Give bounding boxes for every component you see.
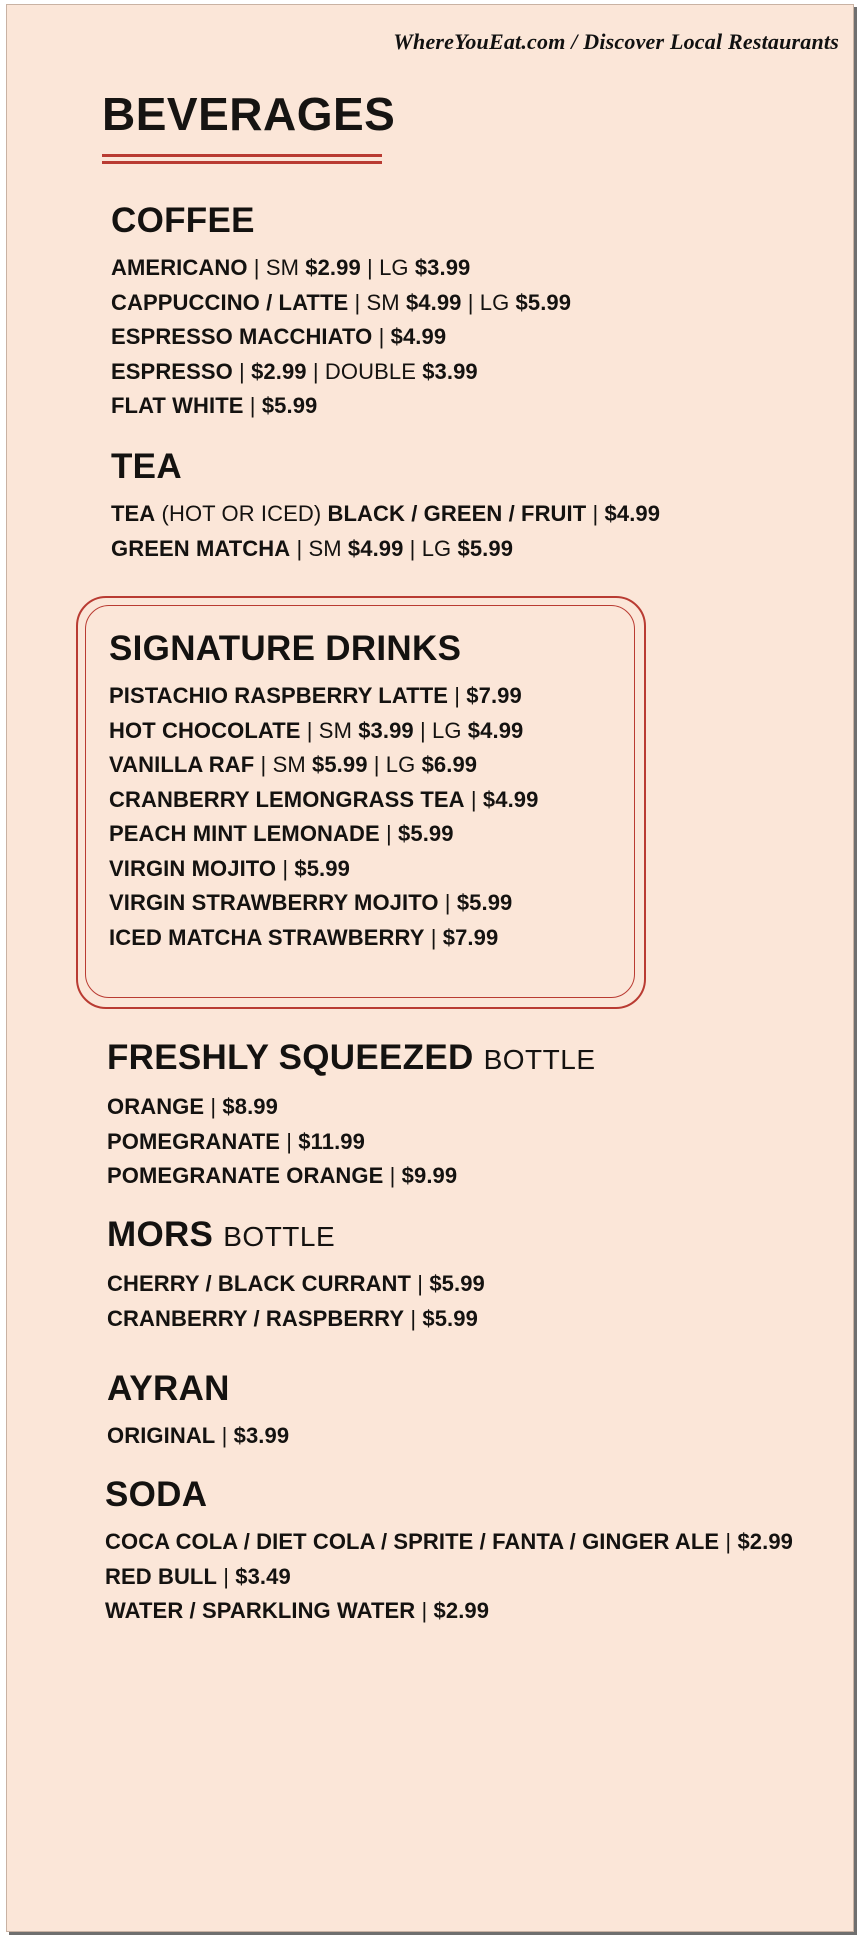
item-sep1: |: [217, 1563, 236, 1589]
section-title: COFFEE: [111, 201, 255, 240]
item-sep1: |: [438, 890, 457, 915]
item-sep1: |: [232, 358, 252, 384]
section-title: AYRAN: [107, 1369, 230, 1408]
item-sep1: |: [719, 1529, 738, 1554]
item-sep2: |: [586, 501, 605, 526]
item-p1: $7.99: [442, 924, 499, 950]
item-name: CHERRY / BLACK CURRANT: [107, 1271, 412, 1296]
item-sep2: |: [306, 358, 325, 384]
item-name: PEACH MINT LEMONADE: [109, 821, 380, 846]
menu-item: [111, 251, 571, 286]
item-name: RED BULL: [105, 1563, 218, 1589]
menu-item: [111, 320, 571, 355]
item-sz2: DOUBLE: [324, 358, 416, 384]
section-heading: [107, 1369, 289, 1409]
item-name: ORANGE: [107, 1094, 205, 1119]
item-sep1: |: [280, 1128, 299, 1154]
item-p1: $5.99: [429, 1271, 485, 1296]
menu-item: [109, 783, 538, 818]
item-p1: $3.99: [352, 717, 414, 743]
item-p1: $5.99: [261, 393, 318, 418]
item-name: POMEGRANATE ORANGE: [107, 1163, 384, 1188]
item-name: VANILLA RAF: [109, 752, 255, 777]
item-p1: $7.99: [466, 683, 522, 708]
item-sz2: LG: [379, 255, 409, 280]
item-name: VIRGIN MOJITO: [109, 855, 277, 881]
item-p2: $5.99: [509, 289, 572, 315]
menu-item: [105, 1560, 793, 1595]
item-sep2: |: [403, 535, 422, 561]
section-heading: [105, 1475, 793, 1515]
item-sz2: LG: [385, 752, 416, 777]
item-sep1: |: [204, 1094, 223, 1119]
item-p1: $8.99: [222, 1094, 278, 1119]
item-name: CAPPUCCINO / LATTE: [111, 289, 349, 315]
item-sz1: SM: [366, 289, 400, 315]
item-sep1: |: [415, 1598, 434, 1623]
menu-item: [111, 497, 660, 532]
item-name: FLAT WHITE: [111, 393, 244, 418]
item-p1: $11.99: [298, 1128, 365, 1154]
item-sep1: |: [300, 717, 319, 743]
menu-item: [111, 532, 660, 567]
item-p1: $2.99: [433, 1598, 490, 1623]
item-p2: $3.99: [415, 358, 478, 384]
item-name: VIRGIN STRAWBERRY MOJITO: [109, 890, 439, 915]
item-sz2: LG: [432, 717, 462, 743]
menu-item: [111, 389, 571, 424]
item-sep1: |: [247, 255, 266, 280]
section-heading: [107, 1215, 485, 1257]
item-name: COCA COLA / DIET COLA / SPRITE / FANTA / GINGER ALE: [105, 1529, 720, 1554]
section-heading: [107, 1038, 596, 1080]
menu-item: [109, 886, 538, 921]
section-heading: [109, 629, 538, 669]
page-title: BEVERAGES: [102, 88, 396, 140]
item-name: HOT CHOCOLATE: [109, 717, 301, 743]
item-p1: $3.99: [233, 1423, 290, 1448]
section-title: MORS: [107, 1215, 214, 1254]
item-sep1: |: [424, 924, 443, 950]
section-title-suffix: BOTTLE: [223, 1221, 336, 1252]
item-sep1: |: [276, 855, 295, 881]
item-sep2: |: [413, 717, 433, 743]
item-sep1: |: [404, 1305, 423, 1331]
item-name: ORIGINAL: [107, 1423, 216, 1448]
section-heading: [111, 201, 571, 241]
item-p1: $5.99: [305, 752, 368, 777]
section-title: SODA: [105, 1475, 208, 1514]
menu-item: [107, 1125, 596, 1160]
item-p2: $4.99: [461, 717, 524, 743]
section-ayran: [107, 1369, 289, 1454]
item-sep2: |: [367, 752, 386, 777]
item-sep1: |: [383, 1163, 402, 1188]
item-name: POMEGRANATE: [107, 1128, 281, 1154]
section-soda: [105, 1475, 793, 1629]
item-sz1: (HOT OR ICED): [155, 501, 328, 526]
item-sep1: |: [254, 752, 273, 777]
item-sep2: |: [360, 255, 380, 280]
item-p1: BLACK / GREEN / FRUIT: [327, 501, 587, 526]
item-p1: $5.99: [294, 855, 350, 881]
menu-item: [109, 714, 538, 749]
section-title: SIGNATURE DRINKS: [109, 629, 462, 668]
item-name: CRANBERRY LEMONGRASS TEA: [109, 786, 465, 812]
section-tea: [111, 447, 660, 566]
item-sep1: |: [411, 1271, 430, 1296]
item-name: TEA: [111, 501, 156, 526]
menu-item: [107, 1159, 596, 1194]
section-signature-drinks: [109, 629, 538, 955]
item-name: CRANBERRY / RASPBERRY: [107, 1305, 405, 1331]
item-p1: $2.99: [251, 358, 307, 384]
item-p1: $4.99: [341, 535, 404, 561]
item-sep1: |: [215, 1423, 234, 1448]
item-p1: $5.99: [456, 890, 513, 915]
menu-item: [107, 1419, 289, 1454]
item-name: PISTACHIO RASPBERRY LATTE: [109, 683, 449, 708]
item-p1: $9.99: [401, 1163, 458, 1188]
item-name: ESPRESSO: [111, 358, 233, 384]
item-sz2: LG: [479, 289, 510, 315]
section-heading: [111, 447, 660, 487]
menu-item: [111, 286, 571, 321]
section-title: TEA: [111, 447, 182, 486]
item-sz1: SM: [272, 752, 306, 777]
item-p1: $5.99: [398, 821, 454, 846]
item-sz1: SM: [265, 255, 300, 280]
item-name: ESPRESSO MACCHIATO: [111, 324, 373, 349]
item-p2: $4.99: [604, 501, 661, 526]
item-sep1: |: [290, 535, 309, 561]
item-p2: $6.99: [415, 752, 478, 777]
item-name: WATER / SPARKLING WATER: [105, 1598, 416, 1623]
menu-item: [109, 748, 538, 783]
item-p1: $4.99: [399, 289, 462, 315]
item-name: AMERICANO: [111, 255, 248, 280]
section-freshly-squeezed: [107, 1038, 596, 1194]
menu-item: [111, 355, 571, 390]
menu-item: [107, 1267, 485, 1302]
section-mors: [107, 1215, 485, 1336]
item-p1: $4.99: [390, 324, 447, 349]
menu-item: [105, 1594, 793, 1629]
item-sep1: |: [243, 393, 262, 418]
item-sep2: |: [461, 289, 480, 315]
item-name: ICED MATCHA STRAWBERRY: [109, 924, 425, 950]
item-p1: $5.99: [422, 1305, 478, 1331]
item-p2: $5.99: [451, 535, 514, 561]
menu-item: [109, 921, 538, 956]
menu-page: [6, 4, 854, 1932]
menu-item: [107, 1302, 485, 1337]
section-title: FRESHLY SQUEEZED: [107, 1038, 474, 1077]
item-sep1: |: [348, 289, 367, 315]
item-p1: $2.99: [299, 255, 361, 280]
item-sep1: |: [448, 683, 467, 708]
item-p1: $3.49: [235, 1563, 291, 1589]
item-sep1: |: [379, 821, 399, 846]
menu-item: [109, 852, 538, 887]
item-p2: $3.99: [408, 255, 471, 280]
title-underline: [102, 154, 382, 164]
menu-item: [109, 679, 538, 714]
item-sep1: |: [464, 786, 483, 812]
section-title-suffix: BOTTLE: [483, 1044, 596, 1075]
item-sep1: |: [372, 324, 391, 349]
item-sz1: SM: [318, 717, 352, 743]
menu-item: [105, 1525, 793, 1560]
item-sz2: LG: [421, 535, 452, 561]
item-sz1: SM: [308, 535, 342, 561]
item-p1: $4.99: [482, 786, 539, 812]
watermark-text: WhereYouEat.com / Discover Local Restaurants: [393, 29, 839, 54]
menu-item: [107, 1090, 596, 1125]
menu-item: [109, 817, 538, 852]
item-p1: $2.99: [737, 1529, 793, 1554]
item-name: GREEN MATCHA: [111, 535, 291, 561]
section-coffee: [111, 201, 571, 424]
